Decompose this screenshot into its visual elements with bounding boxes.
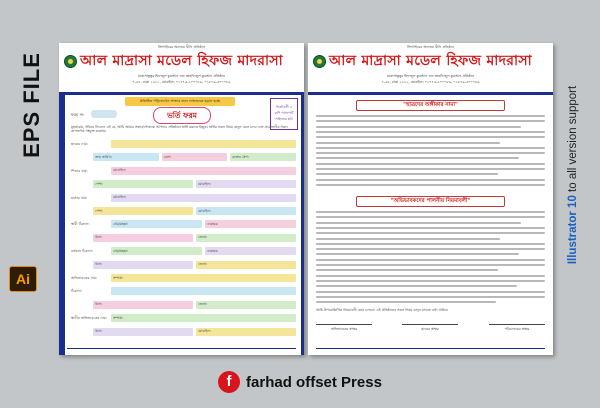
form-row	[71, 153, 296, 161]
guardian-rules-title: "অভিভাবকদের পালনীয় নিয়মাবলী"	[390, 198, 471, 204]
text-line	[316, 173, 498, 175]
back-header	[308, 43, 553, 95]
form-row	[71, 194, 296, 202]
text-line	[316, 115, 545, 117]
form-row	[71, 287, 296, 295]
form-input-field[interactable]	[93, 328, 193, 336]
form-field-label: সম্পর্ক:	[113, 315, 123, 320]
guardian-signature-label: অভিভাবকের স্বাক্ষর	[330, 327, 358, 331]
text-line	[316, 120, 545, 122]
eps-file-label	[20, 40, 44, 170]
form-number-field[interactable]	[91, 110, 117, 118]
eps-file-text: EPS FILE	[19, 52, 45, 158]
text-line	[316, 259, 545, 261]
form-field-label: থানা:	[95, 262, 103, 267]
admission-form-back	[308, 43, 553, 355]
form-row	[71, 314, 296, 322]
promo-left-strip	[0, 0, 46, 360]
form-input-field[interactable]	[196, 207, 296, 215]
text-line	[316, 168, 545, 170]
text-line	[316, 248, 545, 250]
form-row-label: অভিভাবকের নাম:	[71, 276, 98, 280]
form-row-label: স্থায়ী ঠিকানা:	[71, 222, 90, 227]
text-line	[316, 126, 521, 128]
text-line	[316, 232, 545, 234]
text-line	[316, 285, 517, 287]
form-field-label: গ্রাম/মহল্লা:	[113, 221, 129, 226]
form-input-field[interactable]	[93, 207, 193, 215]
form-row	[71, 274, 296, 282]
back-bottom-line	[316, 348, 545, 349]
form-input-field[interactable]	[93, 301, 193, 309]
form-row	[71, 140, 296, 148]
text-line	[316, 211, 545, 213]
form-field-label: থানা:	[95, 329, 103, 334]
form-row	[71, 180, 296, 188]
front-notice-banner: প্রতিষ্ঠিত পড়িলেখেন সাজার জন্য লাভজনক ছড়ান হচ্ছে	[125, 97, 235, 106]
form-field-label: মোবাইল:	[113, 195, 126, 200]
form-input-field[interactable]	[111, 167, 296, 175]
form-input-field[interactable]	[111, 140, 296, 148]
text-line	[316, 136, 545, 138]
front-institution-title: আল মাদ্রাসা মডেল হিফজ মাদরাসা	[80, 53, 283, 69]
form-input-field[interactable]	[111, 287, 296, 295]
form-field-label: জেলা:	[198, 235, 208, 240]
front-intro-paragraph: মুহতারাম, সবিনয় নিবেদন এই যে, আমি আমার সন্তান/পোষ্যকে আপনার প্রতিষ্ঠানে ভর্তি করাতে ইচ্ছুক। ভর্তির সকল নিয়ম কানুন মেনে চলব এবং প্রয়োজনীয় সকল কাগজপত্র সংযুক্ত করলাম।	[71, 125, 288, 134]
form-input-field[interactable]	[93, 180, 193, 188]
form-input-field[interactable]	[111, 247, 202, 255]
photo-box: নিকটবর্তী ৫ কপি পাসপোর্ট সাইজের ছবি	[270, 98, 298, 130]
text-line	[316, 142, 500, 144]
front-right-border	[301, 95, 304, 355]
text-line	[316, 216, 545, 218]
form-field-label: বয়স:	[163, 154, 172, 159]
form-field-label: জন্ম তারিখ:	[95, 154, 112, 159]
form-row	[71, 328, 296, 336]
text-line	[316, 222, 521, 224]
form-field-label: থানা:	[95, 302, 103, 307]
form-field-label: জেলা:	[198, 262, 208, 267]
text-line	[316, 269, 498, 271]
front-header-sub-2: ৭-৫৫, ঢাকা ১২১১, মোবাইল: ০১৭৭৫-২০০০৮৯, ০১৮৭৯-৫০০০৮৯	[132, 80, 231, 84]
form-number-label: ফরম নং	[71, 112, 84, 117]
back-header-top-line: সিংগাইরের অন্যতম দ্বীনি প্রতিষ্ঠান	[406, 45, 455, 49]
form-row	[71, 301, 296, 309]
text-line	[316, 280, 545, 282]
form-field-label: পেশা:	[95, 208, 104, 213]
version-support-text	[567, 86, 579, 264]
back-institution-title: আল মাদ্রাসা মডেল হিফজ মাদরাসা	[329, 53, 532, 69]
form-input-field[interactable]	[93, 261, 193, 269]
text-line	[316, 131, 545, 133]
form-input-field[interactable]	[111, 194, 296, 202]
form-input-field[interactable]	[162, 153, 228, 161]
principal-signature-label: পরিচালকের স্বাক্ষর	[504, 327, 530, 331]
form-input-field[interactable]	[111, 314, 296, 322]
text-line	[316, 296, 545, 298]
form-row	[71, 167, 296, 175]
illustrator-version: Illustrator 10	[567, 195, 579, 265]
form-field-label: মোবাইল:	[198, 208, 211, 213]
form-row-label: স্থানীয় অভিভাবকের নাম:	[71, 316, 107, 321]
version-support-label	[558, 40, 588, 310]
form-row-label: মাতার নাম:	[71, 195, 88, 200]
text-line	[316, 184, 545, 186]
form-input-field[interactable]	[196, 328, 296, 336]
pledge-title: "ছাত্রদের অঙ্গীকার নামা"	[403, 102, 458, 108]
form-input-field[interactable]	[93, 234, 193, 242]
front-header	[59, 43, 304, 95]
brand-footer	[0, 362, 600, 402]
form-row-label: বর্তমান ঠিকানা:	[71, 249, 93, 254]
form-field-label: জেলা:	[198, 302, 208, 307]
farhad-press-logo-icon: f	[218, 371, 240, 393]
form-input-field[interactable]	[196, 234, 296, 242]
form-input-field[interactable]	[196, 261, 296, 269]
text-line	[316, 227, 545, 229]
form-field-label: রক্তের গ্রুপ:	[232, 154, 249, 159]
back-header-sub-1: মাদ্রাসাতুন্নুর হিফজুল কুরআন এন্ড তাহফিজুল কুরআন প্রতিষ্ঠান	[387, 74, 474, 78]
form-row	[71, 207, 296, 215]
admission-form-tag: ভর্তি ফরম	[153, 107, 211, 124]
brand-name: farhad offset Press	[246, 373, 382, 391]
guardian-signature	[316, 324, 372, 333]
principal-signature	[489, 324, 545, 333]
text-line	[316, 147, 545, 149]
text-line	[316, 243, 545, 245]
form-row	[71, 220, 296, 228]
student-signature	[402, 324, 458, 333]
form-field-label: মোবাইল:	[198, 181, 211, 186]
form-input-field[interactable]	[196, 301, 296, 309]
text-line	[316, 152, 545, 154]
text-line	[316, 301, 496, 303]
text-line	[316, 157, 519, 159]
front-header-sub-1: মাদ্রাসাতুন্নুর হিফজুল কুরআন এন্ড তাহফিজুল কুরআন প্রতিষ্ঠান	[138, 74, 225, 78]
form-field-label: মোবাইল:	[113, 168, 126, 173]
front-bottom-line	[67, 348, 296, 349]
text-line	[316, 264, 545, 266]
form-field-label: পেশা:	[95, 181, 104, 186]
form-field-label: মোবাইল:	[198, 329, 211, 334]
text-line	[316, 238, 500, 240]
back-header-sub-2: ৭-৫৫, ঢাকা ১২১১, মোবাইল: ০১৭৭৫-২০০০৮৯, ০১৮৭৯-৫০০০৮৯	[381, 80, 480, 84]
form-row	[71, 234, 296, 242]
form-field-label: গ্রাম/মহল্লা:	[113, 248, 129, 253]
form-input-field[interactable]	[111, 220, 202, 228]
admission-form-front	[59, 43, 304, 355]
form-row-label: ছাত্রের নাম:	[71, 142, 88, 146]
text-line	[316, 253, 519, 255]
form-row-label: পিতার নাম:	[71, 168, 88, 173]
text-line	[316, 275, 545, 277]
form-input-field[interactable]	[205, 247, 296, 255]
form-input-field[interactable]	[230, 153, 296, 161]
illustrator-ai-icon: Ai	[9, 266, 37, 292]
front-header-top-line: সিংগাইরের অন্যতম দ্বীনি প্রতিষ্ঠান	[157, 45, 206, 49]
text-line	[316, 291, 545, 293]
closing-statement: আমি উপরোল্লিখিত নিয়মাবলী মেনে চলবো। এই প্রতিষ্ঠানের সকল নিয়ম কানুন মানতে বাধ্য থাকিব।	[316, 308, 449, 312]
form-row-label: ঠিকানা:	[71, 289, 82, 294]
text-line	[316, 179, 545, 181]
text-line	[316, 163, 545, 165]
form-input-field[interactable]	[111, 274, 296, 282]
form-input-field[interactable]	[196, 180, 296, 188]
form-field-label: সম্পর্ক:	[113, 275, 123, 280]
form-field-label: ডাকঘর:	[207, 248, 219, 253]
student-signature-label: ছাত্রের স্বাক্ষর	[421, 327, 439, 331]
form-input-field[interactable]	[93, 153, 159, 161]
form-row	[71, 261, 296, 269]
form-input-field[interactable]	[205, 220, 296, 228]
form-field-label: ডাকঘর:	[207, 221, 219, 226]
front-left-border	[59, 95, 65, 355]
form-row	[71, 247, 296, 255]
version-support-rest: to all version support	[567, 85, 579, 196]
form-field-label: থানা:	[95, 235, 103, 240]
